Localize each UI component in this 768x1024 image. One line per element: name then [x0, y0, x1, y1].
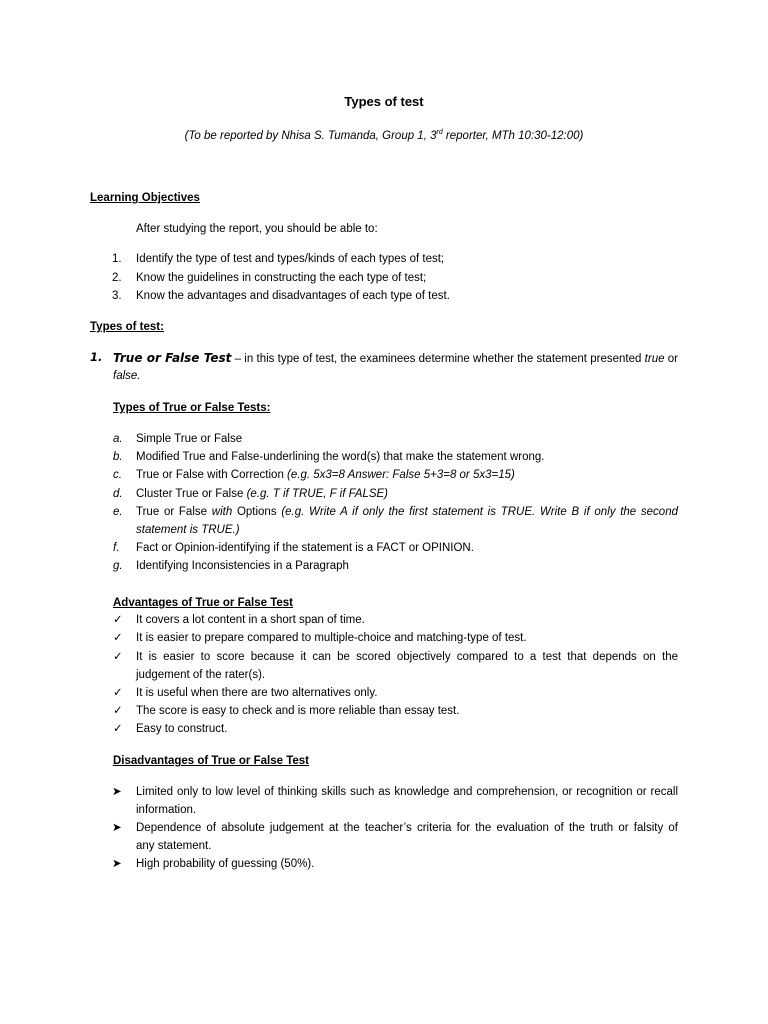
tf-subtypes-heading: Types of True or False Tests:: [113, 402, 271, 414]
subtype-text-options: Options: [232, 506, 282, 518]
subtype-letter: f.: [113, 542, 120, 554]
objectives-intro: After studying the report, you should be able to:: [136, 223, 378, 235]
advantage-item: It covers a lot content in a short span of time.: [136, 614, 365, 626]
objective-item: Know the guidelines in constructing the each type of test;: [136, 272, 427, 284]
subtype-item: [136, 505, 678, 519]
subtype-with: with: [211, 506, 233, 518]
subtype-letter: b.: [113, 451, 123, 463]
desc-true: true: [644, 353, 665, 365]
desc-false: false.: [113, 370, 141, 382]
checkmark-icon: ✓: [113, 687, 123, 699]
objective-number: 2.: [112, 272, 122, 284]
checkmark-icon: ✓: [113, 651, 123, 663]
subtitle-text: (To be reported by Nhisa S. Tumanda, Group 1, 3: [184, 130, 437, 142]
disadvantage-item: Dependence of absolute judgement at the teacher’s criteria for the evaluation of the truth or falsity of: [136, 822, 678, 834]
objective-item: Identify the type of test and types/kinds of each types of test;: [136, 253, 445, 265]
disadvantage-item: High probability of guessing (50%).: [136, 858, 315, 870]
advantage-item: Easy to construct.: [136, 723, 228, 735]
subtype-item: Fact or Opinion-identifying if the statement is a FACT or OPINION.: [136, 542, 474, 554]
subtype-item: [136, 468, 515, 482]
subtype-item: Simple True or False: [136, 433, 243, 445]
page-title: Types of test: [344, 94, 424, 109]
true-false-test-name: True or False Test: [113, 351, 232, 365]
subtype-text: Cluster True or False: [136, 488, 247, 500]
objective-item: Know the advantages and disadvantages of each type of test.: [136, 290, 450, 302]
subtype-letter: a.: [113, 433, 123, 445]
subtype-letter: e.: [113, 506, 123, 518]
subtitle-superscript: rd: [436, 129, 443, 137]
report-subtitle: [0, 129, 768, 143]
objective-number: 3.: [112, 290, 122, 302]
true-false-intro: [113, 351, 678, 366]
subtype-example: (e.g. Write A if only the first statement is TRUE. Write B if only the second: [281, 506, 678, 518]
advantage-item: It is useful when there are two alternatives only.: [136, 687, 378, 699]
subtype-example: (e.g. 5x3=8 Answer: False 5+3=8 or 5x3=15): [287, 469, 515, 481]
subtype-letter: c.: [113, 469, 122, 481]
arrow-bullet-icon: ➤: [112, 858, 122, 870]
disadvantage-item-cont: any statement.: [136, 840, 212, 852]
advantage-item: It is easier to prepare compared to multiple-choice and matching-type of test.: [136, 632, 527, 644]
arrow-bullet-icon: ➤: [112, 822, 122, 834]
subtype-text: True or False with Correction: [136, 469, 288, 481]
section-number: 1.: [90, 350, 103, 364]
disadvantage-item: Limited only to low level of thinking skills such as knowledge and comprehension, or recognition or recall: [136, 786, 678, 798]
learning-objectives-heading: Learning Objectives: [90, 192, 200, 204]
advantage-item-cont: judgement of the rater(s).: [136, 669, 266, 681]
subtitle-text-end: reporter, MTh 10:30-12:00): [442, 130, 584, 142]
subtype-letter: g.: [113, 560, 123, 572]
advantages-heading: Advantages of True or False Test: [113, 597, 294, 609]
advantage-item: It is easier to score because it can be scored objectively compared to a test that depends on the: [136, 651, 678, 663]
desc-or: or: [664, 353, 678, 365]
subtype-item: Identifying Inconsistencies in a Paragraph: [136, 560, 349, 572]
true-false-desc: – in this type of test, the examinees determine whether the statement presented: [231, 353, 645, 365]
checkmark-icon: ✓: [113, 614, 123, 626]
objective-number: 1.: [112, 253, 122, 265]
subtype-item: [136, 487, 388, 501]
subtype-text: True or False: [136, 506, 212, 518]
disadvantages-heading: Disadvantages of True or False Test: [113, 755, 309, 767]
subtype-example: (e.g. T if TRUE, F if FALSE): [246, 488, 389, 500]
subtype-letter: d.: [113, 488, 123, 500]
disadvantage-item-cont: information.: [136, 804, 197, 816]
checkmark-icon: ✓: [113, 705, 123, 717]
advantage-item: The score is easy to check and is more reliable than essay test.: [136, 705, 460, 717]
subtype-example-cont: statement is TRUE.): [136, 524, 240, 536]
types-of-test-heading: Types of test:: [90, 321, 164, 333]
subtype-item: Modified True and False-underlining the word(s) that make the statement wrong.: [136, 451, 545, 463]
checkmark-icon: ✓: [113, 723, 123, 735]
arrow-bullet-icon: ➤: [112, 786, 122, 798]
checkmark-icon: ✓: [113, 632, 123, 644]
